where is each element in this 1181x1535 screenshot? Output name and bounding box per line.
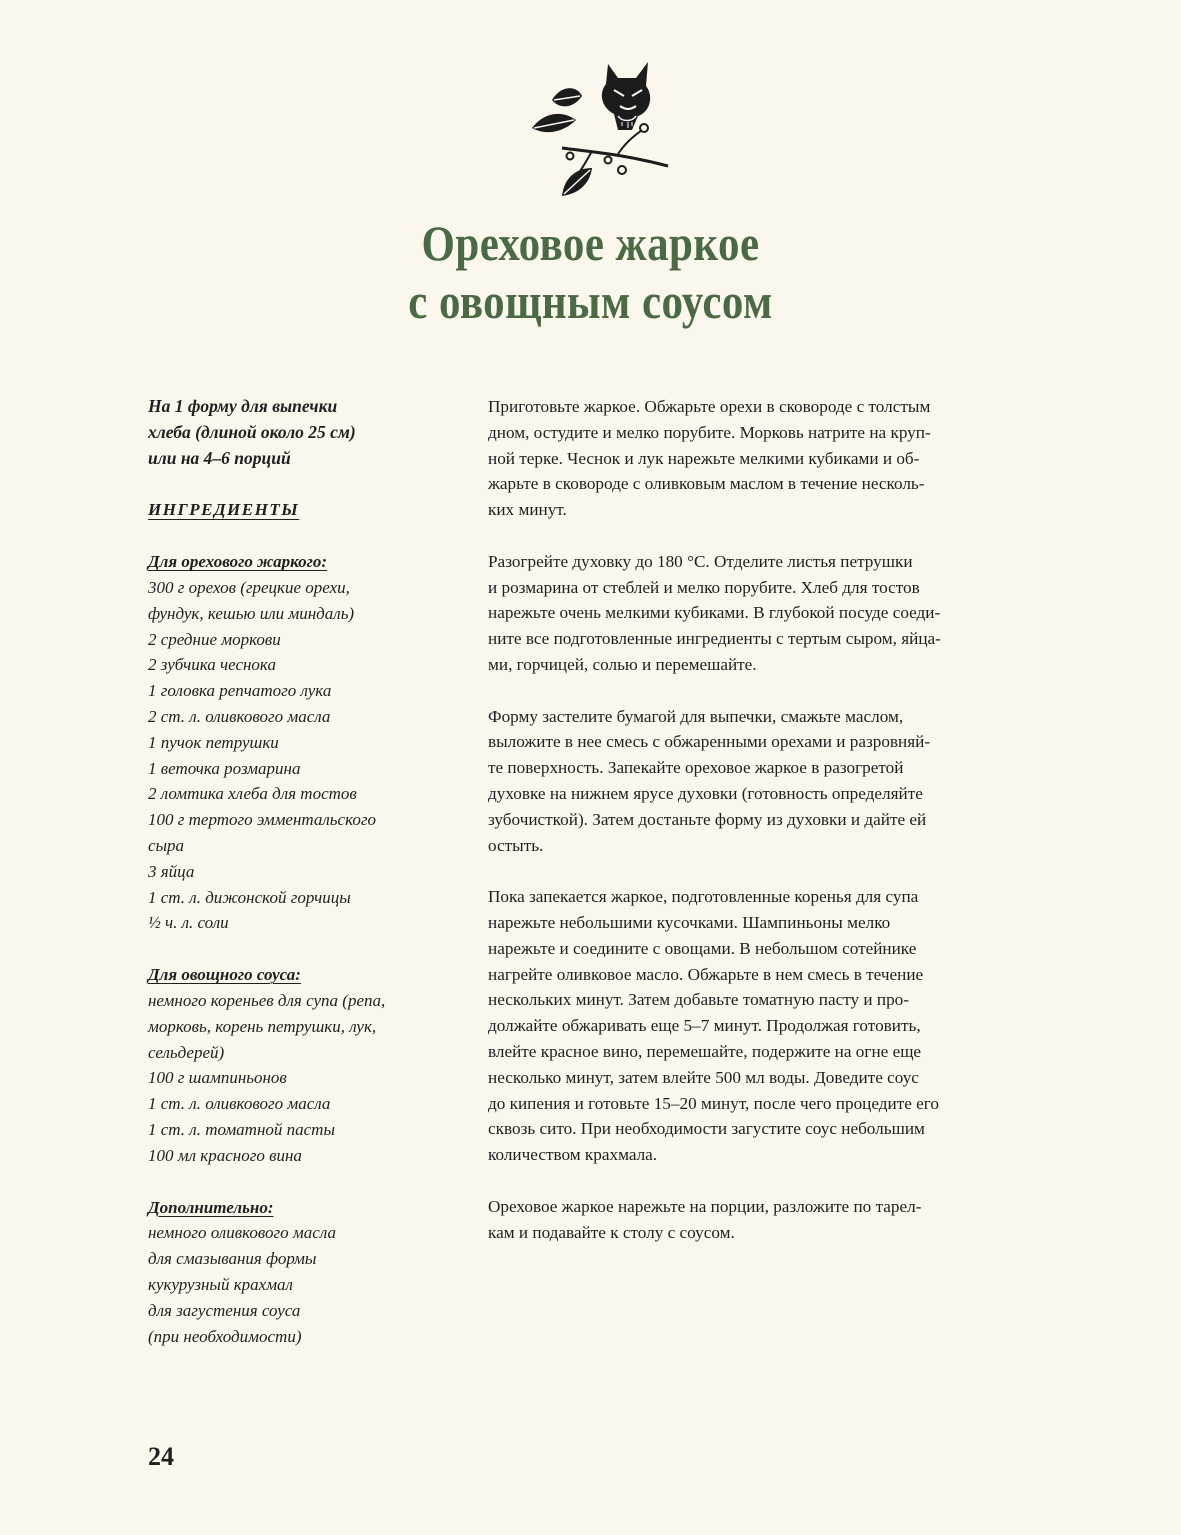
paragraph-line: несколько минут, затем влейте 500 мл воды. Доведите соус [488,1067,919,1087]
paragraph-line: должайте обжаривать еще 5–7 минут. Продолжая готовить, [488,1016,921,1036]
ingredient-group-title: Для овощного соуса: [148,965,301,985]
paragraph-line: дном, остудите и мелко порубите. Морковь натрите на круп- [488,422,931,442]
paragraph-line: кам и подавайте к столу с соусом. [488,1222,735,1242]
paragraph-line: нагрейте оливковое масло. Обжарьте в нем смесь в течение [488,964,924,984]
ingredient-line: морковь, корень петрушки, лук, [148,1016,377,1036]
ingredient-line: 100 г шампиньонов [148,1068,287,1088]
paragraph-line: Приготовьте жаркое. Обжарьте орехи в сковороде с толстым [488,397,931,416]
paragraph-line: выложите в нее смесь с обжаренными орехами и разровняй- [488,732,931,752]
paragraph-line: до кипения и готовьте 15–20 минут, после чего процедите его [488,1093,939,1113]
ingredient-group-title: Дополнительно: [148,1197,274,1217]
title-line-2: с овощным соусом [408,273,773,329]
instruction-paragraph [488,884,1058,1168]
fox-emblem-icon [522,56,678,202]
instruction-paragraph [488,394,1058,523]
ingredient-line: 1 пучок петрушки [148,732,279,752]
paragraph-line: нескольких минут. Затем добавьте томатную пасту и про- [488,990,909,1010]
page-number: 24 [148,1442,174,1471]
paragraph-line: Ореховое жаркое нарежьте на порции, разложите по тарел- [488,1196,922,1216]
ingredient-group-sauce [148,962,448,1168]
ingredient-line: 1 ст. л. томатной пасты [148,1119,335,1139]
ingredient-line: 2 зубчика чеснока [148,655,276,675]
ingredients-column [148,394,448,1349]
ingredient-line: 1 ст. л. дижонской горчицы [148,887,351,907]
paragraph-line: ните все подготовленные ингредиенты с тертым сыром, яйца- [488,629,941,649]
instructions-column [488,394,1058,1271]
paragraph-line: Пока запекается жаркое, подготовленные коренья для супа [488,887,919,907]
instruction-paragraph [488,1194,1058,1246]
ingredients-heading: ИНГРЕДИЕНТЫ [148,500,300,520]
ingredient-line: 2 ломтика хлеба для тостов [148,784,357,804]
ingredient-line: кукурузный крахмал [148,1274,293,1294]
ingredient-line: 3 яйца [148,861,195,881]
paragraph-line: нарежьте очень мелкими кубиками. В глубокой посуде соеди- [488,603,941,623]
ingredient-line: сыра [148,835,185,855]
paragraph-line: духовке на нижнем ярусе духовки (готовность определяйте [488,783,923,803]
instruction-paragraph [488,549,1058,678]
paragraph-line: ми, горчицей, солью и перемешайте. [488,654,757,674]
paragraph-line: количеством крахмала. [488,1145,658,1165]
yield-line: На 1 форму для выпечки [148,396,338,416]
ingredient-line: 100 мл красного вина [148,1145,302,1165]
paragraph-line: ной терке. Чеснок и лук нарежьте мелкими кубиками и об- [488,448,920,468]
ingredient-line: сельдерей) [148,1042,225,1062]
ingredient-line: немного оливкового масла [148,1223,336,1243]
instruction-paragraph [488,704,1058,859]
paragraph-line: остыть. [488,835,544,855]
ingredient-group-title: Для орехового жаркого: [148,552,328,572]
paragraph-line: сквозь сито. При необходимости загустите соус небольшим [488,1119,925,1139]
ingredient-line: 2 средние моркови [148,629,281,649]
ingredient-line: для смазывания формы [148,1249,317,1269]
ingredient-line: 100 г тертого эмментальского [148,810,377,830]
yield-line: хлеба (длиной около 25 см) [148,421,356,442]
paragraph-line: Разогрейте духовку до 180 °C. Отделите листья петрушки [488,551,913,571]
paragraph-line: те поверхность. Запекайте ореховое жаркое в разогретой [488,758,904,778]
ingredient-line: немного кореньев для супа (репа, [148,990,386,1010]
paragraph-line: зубочисткой). Затем достаньте форму из духовки и дайте ей [488,809,927,829]
paragraph-line: и розмарина от стеблей и мелко порубите. Хлеб для тостов [488,577,920,597]
title-line-1: Ореховое жаркое [421,215,760,271]
ingredient-group-roast [148,549,448,936]
paragraph-line: нарежьте и соедините с овощами. В небольшом сотейнике [488,938,917,958]
ingredient-line: 1 ст. л. оливкового масла [148,1094,331,1114]
paragraph-line: ких минут. [488,500,567,520]
paragraph-line: влейте красное вино, перемешайте, подержите на огне еще [488,1041,922,1061]
ingredient-line: 1 головка репчатого лука [148,681,332,701]
page-title [0,214,1181,330]
paragraph-line: жарьте в сковороде с оливковым маслом в течение несколь- [488,474,925,494]
ingredient-line: для загустения соуса [148,1300,301,1320]
yield-info [148,394,448,471]
paragraph-line: нарежьте небольшими кусочками. Шампиньоны мелко [488,912,891,932]
paragraph-line: Форму застелите бумагой для выпечки, смажьте маслом, [488,706,904,726]
ingredient-line: 300 г орехов (грецкие орехи, [148,577,350,597]
ingredient-line: фундук, кешью или миндаль) [148,603,355,623]
ingredient-line: ½ ч. л. соли [148,913,229,933]
yield-line: или на 4–6 порций [148,447,291,468]
ingredient-group-extra [148,1195,448,1350]
ingredient-line: 2 ст. л. оливкового масла [148,706,331,726]
ingredient-line: 1 веточка розмарина [148,758,301,778]
ingredient-line: (при необходимости) [148,1326,302,1346]
